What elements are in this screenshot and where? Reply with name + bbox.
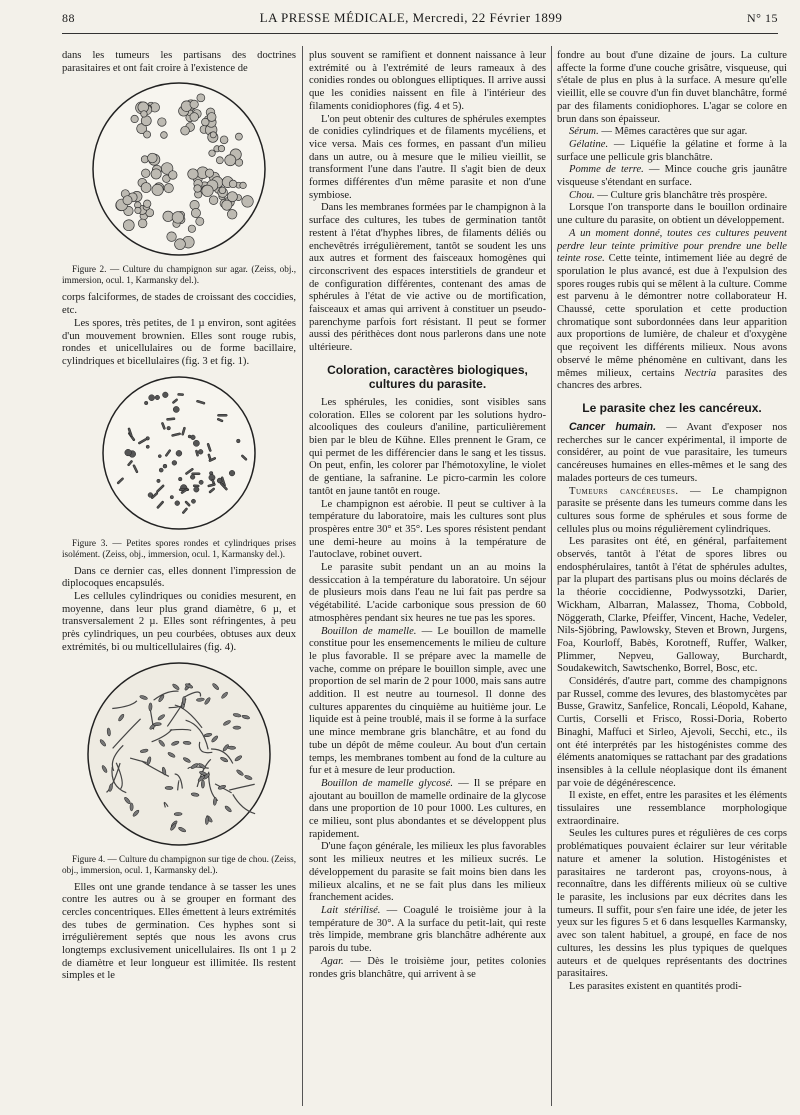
paragraph: fondre au bout d'une dizaine de jours. La culture affecte la forme d'une couche grisâtre, visqueuse, qui s'étale de plus en plus à la surface. A mesure qu'elle vieillit, elle se couvre d'un fin duvet blanchâtre, formé par des filaments conidiophores. L'agar se colore en brun dans son épaisseur. [557, 50, 787, 125]
figure-4-illustration [84, 659, 274, 849]
run-in-heading: Bouillon de mamelle. [321, 625, 417, 637]
figure-3-caption: Figure 3. — Petites spores rondes et cylindriques prises isolément. (Zeiss, obj., immersion, ocul. 1, Karmansky del.). [62, 537, 296, 559]
paragraph [557, 126, 787, 139]
paragraph-text: — Avant d'exposer nos recherches sur le cancer expérimental, il importe de considérer, au point de vue parasitaire, les tumeurs cancéreuses humaines en elles-mêmes et le sang des malades porteurs de ces tumeurs. [557, 421, 787, 484]
figure-2 [62, 79, 296, 259]
paragraph-text: — Il se prépare en ajoutant au bouillon de mamelle ordinaire de la glycose dans une proportion de 10 pour 1000. Les cultures, en ce milieu, sont plus abondantes et se développent plus rapidement. [309, 777, 546, 840]
paragraph: corps falciformes, de stades de croissant des coccidies, etc. [62, 292, 296, 317]
figure-2-illustration [89, 79, 269, 259]
paragraph-text: Cette teinte, intimement liée au degré de sporulation le plus avancé, est due à l'expulsion des spores rouges rubis qui se mêlent à la culture. Comme est parvenu à le démontrer notre collaborateur H. Chaussé, cette sporulation et cette production chromatique sont subordonnées dans leur apparition aux proportions de lumière, de chaleur et d'oxygène que reçoivent les différents milieux. Nous avons observé le même phénomène en cultivant, dans les mêmes milieux, certains [557, 253, 787, 379]
run-in-heading: Bouillon de mamelle glycosé. [321, 777, 453, 789]
paragraph-text: — Le champignon parasite se présente dans les tumeurs comme dans les cultures sous forme de sphérules et sous forme de cellules plus ou moins régulièrement cylindriques. [557, 485, 787, 535]
paragraph [557, 228, 787, 393]
italic-text: Nectria [684, 367, 717, 379]
header-rule [62, 33, 778, 34]
figure-3-illustration [99, 373, 259, 533]
figure-4 [62, 659, 296, 849]
run-in-heading: Gélatine. [569, 138, 609, 150]
journal-title: LA PRESSE MÉDICALE, Mercredi, 22 Février 1899 [259, 10, 563, 25]
paragraph: plus souvent se ramifient et donnent naissance à leur extrémité ou à l'extrémité de leurs rameaux à des conidies rondes ou oblongues elliptiques. Il arrive aussi que les conidies naissent en file à l'intérieur des filaments conidiophores (fig. 4 et 5). [309, 50, 546, 112]
paragraph-text: — Coagulé le troisième jour à la température de 30°. A la surface du petit-lait, qui reste très limpide, membrane gris blanchâtre adhérente aux parois du tube. [309, 905, 546, 955]
figure-2-caption: Figure 2. — Culture du champignon sur agar. (Zeiss, obj., immersion, ocul. 1, Karmansky del.). [62, 264, 296, 286]
paragraph-text: — Liquéfie la gélatine et forme à la surface une pellicule gris blanchâtre. [557, 138, 787, 163]
paragraph [557, 486, 787, 537]
paragraph-text: — Mêmes caractères que sur agar. [598, 126, 748, 138]
paragraph [309, 626, 546, 778]
column-3 [557, 50, 787, 1105]
paragraph [557, 139, 787, 164]
paragraph: Dans ce dernier cas, elles donnent l'impression de diplocoques encapsulés. [62, 565, 296, 590]
run-in-heading: Sérum. [569, 126, 599, 138]
paragraph-text: — Mince couche gris jaunâtre visqueuse s'étendant en surface. [557, 164, 787, 189]
paragraph: L'on peut obtenir des cultures de sphérules exemptes de conidies cylindriques et de filaments mycéliens, et vice versa. Mais ces formes, en passant d'un milieu dans un autre, ou à mesure que le milieu vieillit, se transforment l'une dans l'autre. Il s'agit bien de deux formes différentes d'un même parasite et non d'une symbiose. [309, 113, 546, 201]
section-heading: Le parasite chez les cancéreux. [582, 400, 762, 415]
paragraph: Le champignon est aérobie. Il peut se cultiver à la température du laboratoire, mais les cultures sont plus prospères entre 30° et 35°. Les spores résistent pendant une demi-heure au moins à la température de l'autoclave, robinet ouvert. [309, 498, 546, 561]
paragraph [557, 421, 787, 486]
figure-4-caption: Figure 4. — Culture du champignon sur tige de chou. (Zeiss, obj., immersion, ocul. 1, Karmansky del.). [62, 853, 296, 875]
issue-number: N° 15 [747, 11, 778, 25]
paragraph [309, 778, 546, 842]
section-heading: Coloration, caractères biologiques, cultures du parasite. [327, 362, 528, 391]
paragraph [309, 905, 546, 956]
paragraph: Lorsque l'on transporte dans le bouillon ordinaire une culture du parasite, on obtient un développement. [557, 202, 787, 227]
paragraph-text: parasites des chancres des arbres. [557, 367, 787, 392]
paragraph: Le parasite subit pendant un an au moins la dessiccation à la température du laboratoire. Un séjour de plusieurs mois dans l'eau ne lui fait pas perdre sa végétabilité. L'acide carbonique sous pression de 60 atmosphères pendant six heures ne tue pas les spores. [309, 562, 546, 624]
paragraph: dans les tumeurs les partisans des doctrines parasitaires et ont fait croire à l'existence de [62, 50, 296, 74]
column-divider [551, 46, 552, 1106]
paragraph: Elles ont une grande tendance à se tasser les unes contre les autres ou à se grouper en formant des cercles concentriques. Elles émettent à leurs extrémités des tubes de germination. Ces hyphes sont si irrégulièrement septés que nous les avons crus longtemps exclusivement unicellulaires. Ils ont 1 µ 2 de diamètre et leur longueur est illimitée. Ils restent simples et le [62, 881, 296, 982]
paragraph: Dans les membranes formées par le champignon à la surface des cultures, les tubes de germination tantôt restent à l'état d'hyphes libres, de filaments déliés ou enchevêtrés irrégulièrement, tantôt se soudent les uns aux autres et forment des faisceaux homogènes qui circonscrivent des espaces interstitiels de grandeur et de configuration différentes, contenant des amas de sphérules à l'état de vie active ou de mortification, faisceaux et amas qui arrivent à constituer un pseudo-parenchyme parfois fort résistant. Il peut se former aussi des périthèces dont nous parlerons dans une note ultérieure. [309, 202, 546, 354]
paragraph [557, 190, 787, 203]
run-in-heading: Chou. [569, 189, 595, 201]
run-in-heading: Pomme de terre. [569, 164, 644, 176]
paragraph-text: — Dès le troisième jour, petites colonies rondes gris blanchâtre, qui arrivent à se [309, 955, 546, 980]
paragraph: Les spores, très petites, de 1 µ environ, sont agitées d'un mouvement brownien. Elles sont rouge rubis, rondes et unicellulaires ou de forme bacillaire, cylindriques et bicellulaires (fig. 3 et fig. 1). [62, 317, 296, 367]
paragraph-text: — Culture gris blanchâtre très prospère. [594, 189, 768, 201]
run-in-heading: Lait stérilisé. [321, 905, 381, 916]
paragraph: Les parasites ont été, en général, parfaitement observés, tantôt à l'état de spores libres ou endosphérulaires, tantôt à l'état de sphérules adultes, par la plupart des partisans plus ou moins déclarés de la théorie coccidienne, Podwyssotzki, Darier, Wickham, Albarran, Malassez, Thoma, Cobbold, Nöggerath, Clarke, Pfeiffer, Vincent, Hache, Vedeler, Nils-Sjöbring, Pawlowsky, Steven et Brown, Jurgens, Foa, Kourloff, Babès, Korotneff, Ruffer, Walker, Plimmer, Nepveu, Galloway, Burchardt, Soudakewitch, Sawtschenko, Borrel, Bosc, etc. [557, 536, 787, 675]
paragraph: Les cellules cylindriques ou conidies mesurent, en moyenne, dans leur plus grand diamètre, 6 µ, et transversalement 2 µ. Elles sont réfringentes, à peu près cylindriques, un peu courbées, obtuses aux deux extrémités, bi ou multicellulaires (fig. 4). [62, 591, 296, 653]
figure-3 [62, 373, 296, 533]
paragraph-text: — Le bouillon de mamelle constitue pour les ensemencements le milieu de culture le plus favorable. Il se prépare avec la mamelle de vache, comme on prépare le bouillon simple, avec une proportion de sel marin de 2 pour 1000, mais sans autre addition. Il est neutre au tournesol. Il donne des cultures apparentes du cinquième au huitième jour. Le liquide est à peine troublé, mais il se forme à la surface une mince membrane gris blanchâtre, et au fond du tube un dépôt de même couleur. Au bout d'un certain temps, les membranes tombent au fond de la culture au fur et à mesure de leur production. [309, 625, 546, 777]
paragraph: Considérés, d'autre part, comme des champignons par Russel, comme des levures, des blastomycètes par Busse, Grawitz, Sanfelice, Roncali, Léopold, Kahane, Curtis, Corselli et Frisco, Rossi-Doria, Roberto Binaghi, Maffuci et Sirleo, Ajevoli, Secchi, etc., ils ont été interprétés par les histogénistes comme des éléments anatomiques se rattachant par des gradations insensibles à la cellule néoplasique dont ils émanent par voie de dégénérescence. [557, 676, 787, 789]
paragraph: D'une façon générale, les milieux les plus favorables sont les milieux neutres et les milieux sucrés. Le développement du parasite se fait moins bien dans les milieux alcalins, et ne se fait plus dans les milieux franchement acides. [309, 841, 546, 904]
running-header [62, 10, 778, 32]
page-number: 88 [62, 11, 75, 25]
column-divider [302, 46, 303, 1106]
paragraph: Les parasites existent en quantités prodi- [569, 980, 742, 992]
paragraph: Il existe, en effet, entre les parasites et les éléments tissulaires une ressemblance morphologique extraordinaire. [557, 790, 787, 827]
paragraph [309, 956, 546, 981]
paragraph: Les sphérules, les conidies, sont visibles sans coloration. Elles se colorent par les solutions hydro-alcooliques des couleurs d'aniline, particulièrement bien par le bleu de Kühne. Elles prennent le Gram, ce qui permet de les différencier dans le sang et les tissus. On peut, enfin, les colorer par l'hémotoxyline, le violet de gentiane, la safranine. Le picro-carmin les colore tantôt en jaune tantôt en rouge. [309, 396, 546, 497]
run-in-heading: Cancer humain. [569, 420, 657, 433]
column-1 [62, 50, 296, 1105]
italic-text: A un moment donné, toutes ces cultures peuvent perdre leur teinte primitive pour prendre une belle teinte rose. [557, 227, 787, 265]
paragraph [557, 164, 787, 189]
run-in-heading: Agar. [321, 955, 344, 967]
paragraph: Seules les cultures pures et régulières de ces corps problématiques pouvaient éclairer sur leur véritable nature et amener la solution. Histogénistes et parasitaires ne tarderont pas, croyons-nous, à reconnaître, dans les différents milieux où se cultive le parasite, les inclusions par eux décrites dans les tumeurs. Il suffit, pour s'en faire une idée, de jeter les yeux sur les figures 5 et 6 dans lesquelles Karmansky, avec son talent habituel, a groupé, en face de nos cultures, les dessins les plus typiques de quelques auteurs et de quelques représentants des doctrines parasitaires. [557, 828, 787, 980]
run-in-heading: Tumeurs cancéreuses. [569, 485, 679, 497]
column-2 [309, 50, 546, 1105]
